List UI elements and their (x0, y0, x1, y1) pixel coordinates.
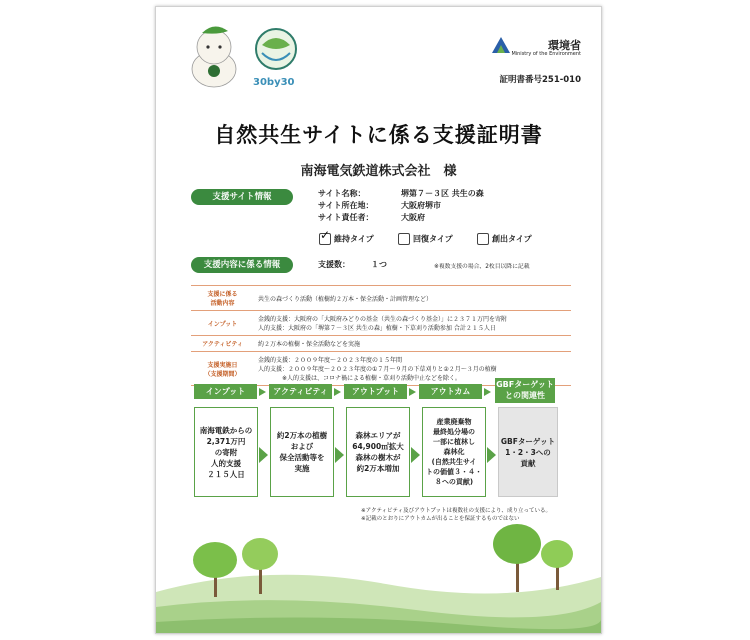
row-content: 共生の森づくり活動（植樹約２万本・保全活動・計画管理など） (254, 286, 571, 311)
ministry-name-en: Ministry of the Environment (511, 51, 581, 57)
row-content: 金銭的支援：２００９年度～２０２３年度の１５年間 人的支援：２００９年度～２０２３年度の①７月～９月の下草刈りと②２月～３月の植樹 ※人的支援は、コロナ禍による植樹・草刈り活動中止などを除く。 (254, 352, 571, 386)
site-location-value: 大阪府堺市 (401, 201, 441, 210)
chevron-right-icon (335, 447, 344, 463)
support-info-label: 支援内容に係る情報 (191, 257, 293, 273)
row-content: 約２万本の植樹・保全活動などを実施 (254, 336, 571, 352)
certificate-sheet (155, 6, 602, 634)
site-name-key: サイト名称： (318, 189, 366, 198)
row-label: アクティビティ (191, 336, 254, 352)
flow-box-outcome: 産業廃棄物 最終処分場の 一部に植林し 森林化 (自然共生サイ トの価値３・４・ ８への貢献) (422, 407, 486, 497)
checkbox-empty-icon (477, 233, 489, 245)
flow-box-gbf: GBFターゲット 1・2・3への 貢献 (498, 407, 558, 497)
footnotes (361, 507, 551, 523)
site-name-value: 堺第７－３区 共生の森 (401, 189, 484, 198)
flow-header-activity: アクティビティ (269, 384, 332, 399)
certificate-number: 証明書番号251-010 (499, 75, 581, 85)
support-count-value: １つ (371, 260, 387, 269)
footnote: ※アクティビティ及びアウトプットは複数社の支援により、成り立っている。 (361, 508, 552, 514)
flow-box-input: 南海電鉄からの 2,371万円 の寄附 人的支援 ２１５人日 (194, 407, 258, 497)
site-info-keys (318, 188, 373, 224)
row-label: インプット (191, 311, 254, 336)
chevron-right-icon (259, 447, 268, 463)
flow-header-input: インプット (194, 384, 257, 399)
site-info-values (401, 188, 484, 224)
site-manager-key: サイト責任者： (318, 213, 374, 222)
arrow-right-icon (334, 388, 341, 396)
flow-header-outcome: アウトカム (419, 384, 482, 399)
row-label: 支援に係る 活動内容 (191, 286, 254, 311)
arrow-right-icon (409, 388, 416, 396)
footnote: ※記載のとおりにアウトカムが出ることを保証するものではない (361, 516, 520, 522)
30by30-logo-text: 30by30 (253, 77, 295, 88)
flow-header-gbf: GBFターゲット との関連性 (495, 378, 555, 403)
type-restore: 回復タイプ (398, 233, 453, 246)
table-row (191, 311, 571, 336)
type-create: 創出タイプ (477, 233, 532, 246)
type-maintain: ✓維持タイプ (319, 233, 374, 246)
flow-box-activity: 約2万本の植樹 および 保全活動等を 実施 (270, 407, 334, 497)
checkbox-checked-icon (319, 233, 331, 245)
chevron-right-icon (487, 447, 496, 463)
recipient-company: 南海電気鉄道株式会社 様 (300, 164, 457, 179)
row-content: 金銭的支援：大阪府の「大阪府みどりの基金（共生の森づくり基金）」に２３７１万円を寄附 人的支援：大阪府の「堺第７－３区 共生の森」植樹・下草刈り活動参加 合計２１５人日 (254, 311, 571, 336)
chevron-right-icon (411, 447, 420, 463)
ministry-logo-icon (490, 33, 512, 55)
page-title: 自然共生サイトに係る支援証明書 (214, 123, 543, 147)
arrow-right-icon (259, 388, 266, 396)
support-count-label: 支援数： (318, 260, 350, 269)
flow-box-output: 森林エリアが 64,900㎡拡大 森林の樹木が 約2万本増加 (346, 407, 410, 497)
support-detail-table (191, 285, 571, 386)
table-row (191, 286, 571, 311)
site-info-label: 支援サイト情報 (191, 189, 293, 205)
flow-header-output: アウトプット (344, 384, 407, 399)
landscape-illustration (156, 522, 601, 633)
checkbox-empty-icon (398, 233, 410, 245)
arrow-right-icon (484, 388, 491, 396)
table-row (191, 336, 571, 352)
site-manager-value: 大阪府 (401, 213, 425, 222)
site-location-key: サイト所在地： (318, 201, 374, 210)
mascot-illustration (184, 21, 244, 91)
ministry-name: 環境省 (548, 39, 581, 52)
support-note: ※複数支援の場合、2枚目以降に記載 (434, 264, 530, 270)
row-label: 支援実施日 （支援期間） (191, 352, 254, 386)
